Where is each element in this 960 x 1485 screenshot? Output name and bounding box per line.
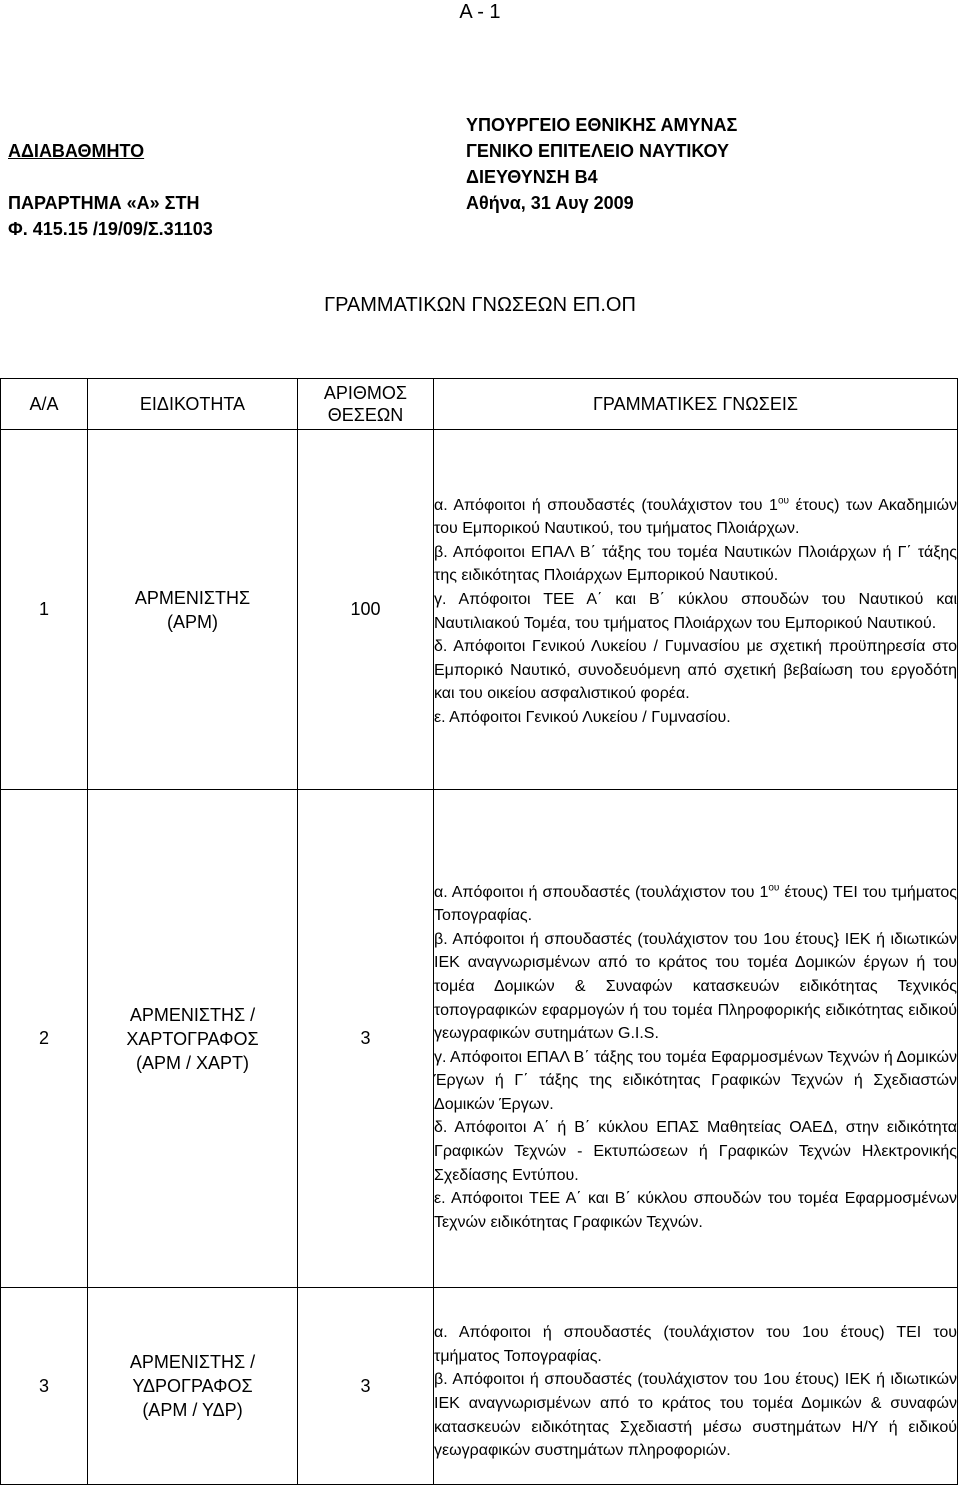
specialties-table (0, 378, 958, 1485)
requirement-text: γ. Απόφοιτοι ΤΕΕ Α΄ και Β΄ κύκλου σπουδών του Ναυτικού και Ναυτιλιακού Τομέα, του τμήματος Πλοιάρχων του Εμπορικού Ναυτικού. (434, 590, 957, 632)
requirement-text: ε. Απόφοιτοι ΤΕΕ Α΄ και Β΄ κύκλου σπουδών του τομέα Εφαρμοσμένων Τεχνών ειδικότητας Γραφικών Τεχνών. (434, 1190, 957, 1231)
classification-label: ΑΔΙΑΒΑΘΜΗΤΟ (8, 141, 145, 161)
requirement-item (434, 541, 957, 588)
table-header-row (1, 379, 958, 430)
row-aa: 2 (1, 790, 88, 1288)
specialty-line: (ΑΡΜ / ΧΑΡΤ) (135, 1052, 249, 1073)
specialty-line: ΥΔΡΟΓΡΑΦΟΣ (132, 1376, 253, 1396)
reference-number: Φ. 415.15 /19/09/Σ.31103 (8, 219, 213, 239)
place-date: Αθήνα, 31 Αυγ 2009 (466, 193, 634, 213)
requirement-item (434, 635, 957, 706)
header-aa: Α/Α (1, 379, 88, 430)
requirement-text: α. Απόφοιτοι ή σπουδαστές (τουλάχιστον του 1 (434, 883, 769, 901)
header-specialty: ΕΙΔΙΚΟΤΗΤΑ (88, 379, 298, 430)
page-number: Α - 1 (459, 1, 501, 23)
requirement-text: δ. Απόφοιτοι Α΄ ή Β΄ κύκλου ΕΠΑΣ Μαθητείας ΟΑΕΔ, στην ειδικότητα Γραφικών Τεχνών - Εκτυπώσεων ή Γραφικών Τεχνών Ηλεκτρονικής Σχεδίασης Εντύπου. (434, 1119, 957, 1184)
table-row (1, 790, 958, 1288)
row-requirements (434, 1288, 958, 1485)
annex-line: ΠΑΡΑΡΤΗΜΑ «Α» ΣΤΗ (8, 193, 200, 213)
staff-name: ΓΕΝΙΚΟ ΕΠΙΤΕΛΕΙΟ ΝΑΥΤΙΚΟΥ (466, 141, 730, 161)
requirement-text: β. Απόφοιτοι ή σπουδαστές (τουλάχιστον του 1ου έτους) ΙΕΚ ή ιδιωτικών ΙΕΚ αναγνωρισμένων από το κράτος του τομέα Δομικών & συναφών κατασκευών ειδικότητας Σχεδιαστή μέσω συστημάτων Η/Υ ή ειδικού γεωγραφικών συστημάτων πληροφοριών. (434, 1371, 957, 1460)
header-positions-line-1: ΑΡΙΘΜΟΣ (323, 383, 408, 403)
requirement-text: β. Απόφοιτοι ή σπουδαστές (τουλάχιστον του 1ου έτους} ΙΕΚ ή ιδιωτικών ΙΕΚ αναγνωρισμένων από το κράτος του τομέα Δομικών έργων ή του τομέα Δομικών & Συναφών κατασκευών ειδικότητας Τεχνικός τοπογραφικών εφαρμογών ή του τομέα Πληροφορικής ειδικότητας ειδικού γεωγραφικών συτημάτων G.I.S. (434, 930, 957, 1043)
specialty-line: ΑΡΜΕΝΙΣΤΗΣ (134, 587, 251, 608)
table-row (1, 1288, 958, 1485)
table-row (1, 430, 958, 790)
requirement-text: α. Απόφοιτοι ή σπουδαστές (τουλάχιστον του 1 (434, 496, 778, 514)
header-positions (298, 379, 434, 430)
specialty-line: ΧΑΡΤΟΓΡΑΦΟΣ (126, 1028, 259, 1049)
row-requirements (434, 790, 958, 1288)
document-header-right (466, 112, 737, 216)
section-title: ΓΡΑΜΜΑΤΙΚΩΝ ΓΝΩΣΕΩΝ ΕΠ.ΟΠ (324, 294, 636, 316)
requirement-text: ε. Απόφοιτοι Γενικού Λυκείου / Γυμνασίου. (434, 708, 731, 726)
requirement-item (434, 494, 957, 541)
specialty-line: (ΑΡΜ / ΥΔΡ) (142, 1400, 243, 1420)
requirement-text: γ. Απόφοιτοι ΕΠΑΛ Β΄ τάξης του τομέα Εφαρμοσμένων Τεχνών ή Δομικών Έργων ή Γ΄ τάξης της ειδικότητας Γραφικών Τεχνών ή Σχεδιαστών Δομικών Έργων. (434, 1048, 957, 1113)
requirement-item (434, 588, 957, 635)
requirement-item (434, 881, 957, 928)
requirement-item (434, 1187, 957, 1234)
row-positions: 3 (298, 790, 434, 1288)
requirement-item (434, 928, 957, 1046)
row-requirements (434, 430, 958, 790)
ordinal-superscript: ου (768, 882, 780, 894)
requirement-text: α. Απόφοιτοι ή σπουδαστές (τουλάχιστον του 1ου έτους) ΤΕΙ του τμήματος Τοπογραφίας. (434, 1324, 957, 1365)
specialty-line: ΑΡΜΕΝΙΣΤΗΣ / (129, 1352, 256, 1372)
row-specialty (88, 790, 298, 1288)
table-body (1, 430, 958, 1485)
row-aa: 1 (1, 430, 88, 790)
header-requirements: ΓΡΑΜΜΑΤΙΚΕΣ ΓΝΩΣΕΙΣ (434, 379, 958, 430)
requirement-text-continued: έτους) των Ακαδημιών του Εμπορικού Ναυτικού, του τμήματος Πλοιάρχων. (434, 496, 958, 538)
row-specialty (88, 430, 298, 790)
row-aa: 3 (1, 1288, 88, 1485)
header-positions-line-2: ΘΕΣΕΩΝ (327, 405, 404, 425)
requirement-item (434, 1368, 957, 1462)
requirement-text: δ. Απόφοιτοι Γενικού Λυκείου / Γυμνασίου με σχετική προϋπηρεσία στο Εμπορικό Ναυτικό, συνοδευόμενη από σχετική βεβαίωση του εργοδότη και του οικείου ασφαλιστικού φορέα. (434, 638, 957, 703)
ordinal-superscript: ου (777, 495, 789, 507)
row-positions: 3 (298, 1288, 434, 1485)
row-specialty (88, 1288, 298, 1485)
document-header-left (8, 138, 213, 242)
requirement-item (434, 1321, 957, 1368)
requirement-text-continued: έτους) ΤΕΙ του τμήματος Τοπογραφίας. (434, 883, 958, 925)
specialty-line: ΑΡΜΕΝΙΣΤΗΣ / (129, 1004, 256, 1025)
requirement-item (434, 1046, 957, 1117)
requirement-text: β. Απόφοιτοι ΕΠΑΛ Β΄ τάξης του τομέα Ναυτικών Πλοιάρχων ή Γ΄ τάξης της ειδικότητας Πλοιάρχων Εμπορικού Ναυτικού. (434, 543, 957, 585)
ministry-name: ΥΠΟΥΡΓΕΙΟ ΕΘΝΙΚΗΣ ΑΜΥΝΑΣ (466, 115, 738, 135)
specialty-line: (ΑΡΜ) (167, 611, 218, 632)
directorate-name: ΔΙΕΥΘΥΝΣΗ Β4 (466, 167, 598, 187)
row-positions: 100 (298, 430, 434, 790)
requirement-item (434, 1116, 957, 1187)
requirement-item (434, 706, 957, 730)
